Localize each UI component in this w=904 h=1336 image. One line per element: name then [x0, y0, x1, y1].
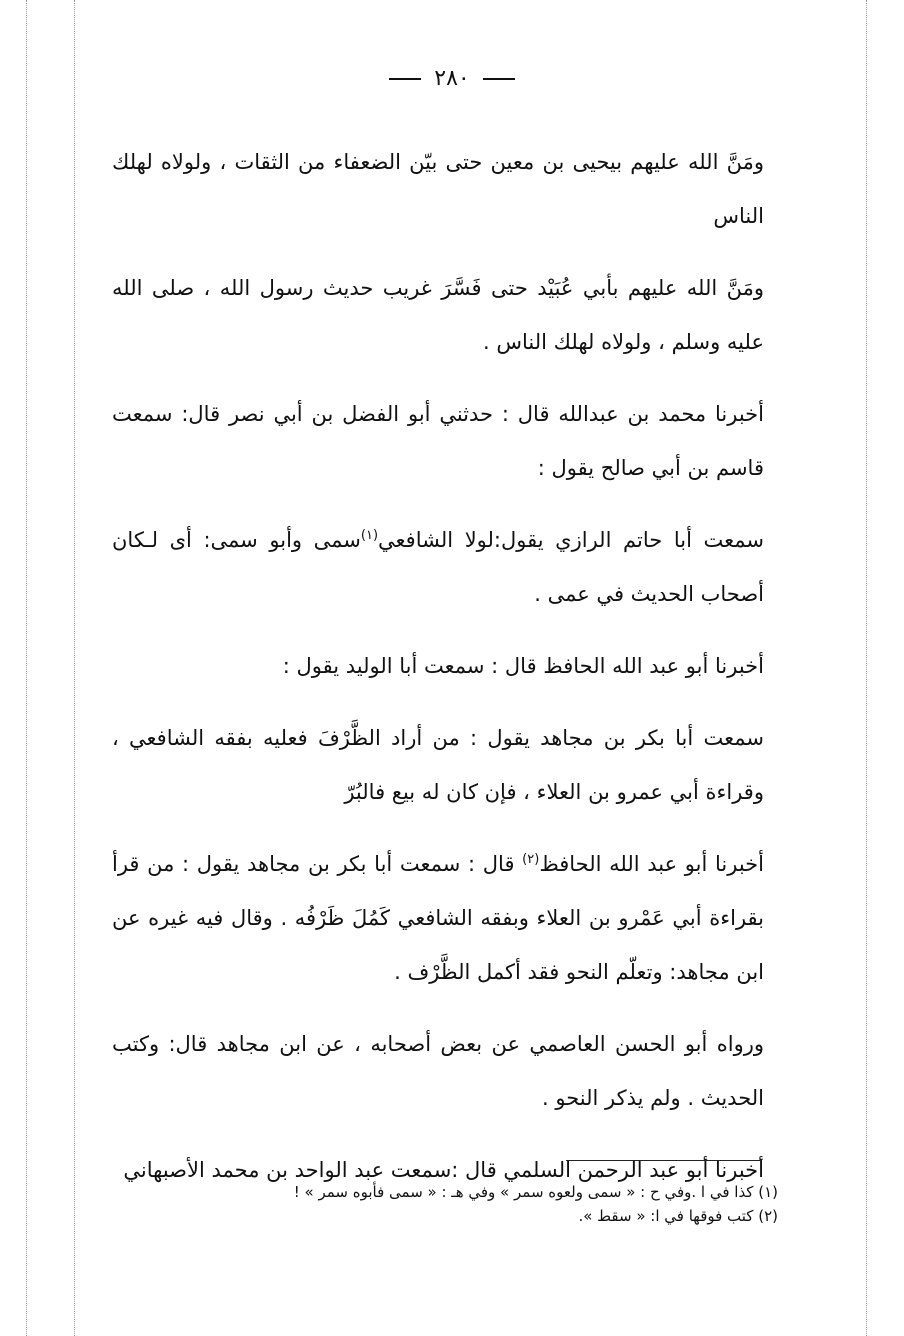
paragraph: ومَنَّ الله عليهم بأبي عُبَيْد حتى فَسَّرَ غريب حديث رسول الله ، صلى الله عليه وسلم ، ولولاه لهلك الناس . [112, 276, 764, 354]
paragraph-text: سمعت أبا حاتم الرازي يقول:لولا الشافعي [378, 528, 764, 552]
footnote-separator [566, 1160, 762, 1161]
paragraph-text: سمى وأبو سمى: أى لـكان أصحاب الحديث في عمى . [112, 528, 764, 606]
paragraph [112, 513, 764, 621]
paragraph: أخبرنا محمد بن عبدالله قال : حدثني أبو الفضل بن أبي نصر قال: سمعت قاسم بن أبي صالح يقول : [112, 402, 764, 480]
scan-margin-dots [74, 0, 75, 1336]
paragraph-text: قال : سمعت أبا بكر بن مجاهد يقول : من قرأ بقراءة أبي عَمْرو بن العلاء وبفقه الشافعي كَمُلَ ظَرْفُه . وقال فيه غيره عن ابن مجاهد: وتعلّم النحو فقد أكمل الظَّرْف . [112, 852, 764, 984]
page-number: ٢٨٠ [434, 66, 470, 91]
footnote-reference[interactable]: (١) [360, 528, 379, 543]
scan-margin-dots [866, 0, 867, 1336]
footnote: (١) كذا في ا .وفي ح : « سمى ولعوه سمر » وفي هـ : « سمى فأبوه سمر » ! [293, 1183, 778, 1201]
paragraph [112, 837, 764, 999]
page-number-dash-right [483, 78, 515, 80]
main-text [112, 135, 764, 1215]
paragraph: أخبرنا أبو عبد الرحمن السلمي قال :سمعت عبد الواحد بن محمد الأصبهاني [123, 1158, 764, 1182]
paragraph: سمعت أبا بكر بن مجاهد يقول : من أراد الظَّرْفَ فعليه بفقه الشافعي ، وقراءة أبي عمرو بن العلاء ، فإن كان له بيع فالبُرّ [112, 726, 764, 804]
paragraph: ومَنَّ الله عليهم بيحيى بن معين حتى بيّن الضعفاء من الثقات ، ولولاه لهلك الناس [112, 150, 764, 228]
paragraph-text: أخبرنا أبو عبد الله الحافظ [539, 852, 764, 876]
paragraph: ورواه أبو الحسن العاصمي عن بعض أصحابه ، عن ابن مجاهد قال: وكتب الحديث . ولم يذكر النحو . [112, 1032, 764, 1110]
scan-margin-dots [26, 0, 27, 1336]
page-number-header [0, 66, 904, 91]
footnotes [218, 1180, 778, 1228]
footnote: (٢) كتب فوقها في ا: « سقط ». [578, 1207, 778, 1225]
footnote-reference[interactable]: (٢) [522, 852, 540, 867]
page-number-dash-left [389, 78, 421, 80]
paragraph: أخبرنا أبو عبد الله الحافظ قال : سمعت أبا الوليد يقول : [282, 654, 764, 678]
